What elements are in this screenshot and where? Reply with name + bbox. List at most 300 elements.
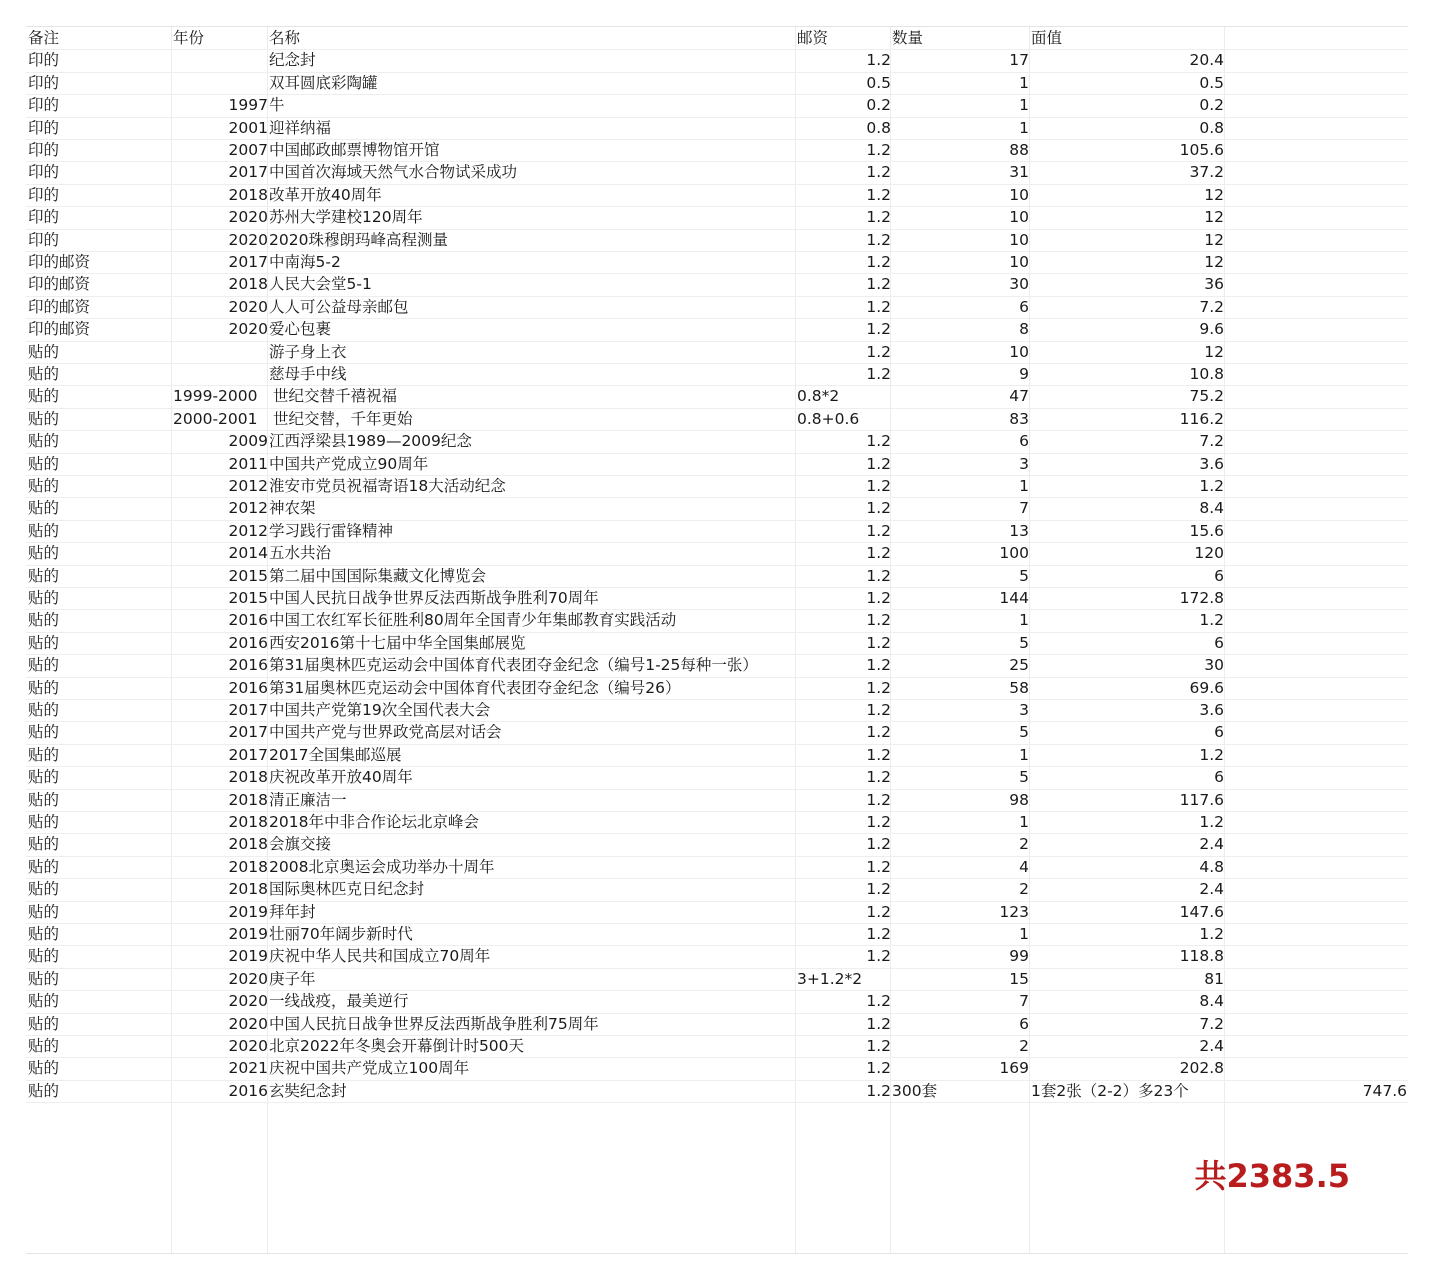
cell-face-value[interactable]: 4.8 [1199, 857, 1224, 876]
cell-quantity[interactable]: 1 [1019, 118, 1029, 137]
cell-face-value[interactable]: 0.2 [1199, 96, 1224, 115]
cell-note[interactable]: 印的 [28, 96, 60, 115]
cell-postage[interactable]: 1.2 [866, 1059, 891, 1078]
cell-year[interactable]: 2018 [228, 790, 268, 809]
cell-postage[interactable]: 1.2 [866, 477, 891, 495]
cell-postage[interactable]: 1.2 [866, 678, 891, 697]
cell-name[interactable]: 中国工农红军长征胜利80周年全国青少年集邮教育实践活动 [269, 611, 677, 630]
cell-note[interactable]: 贴的 [28, 611, 60, 630]
cell-name[interactable]: 第二届中国国际集藏文化博览会 [269, 566, 487, 585]
cell-face-value[interactable]: 81 [1204, 969, 1224, 988]
cell-quantity[interactable]: 30 [1009, 275, 1029, 294]
cell-quantity[interactable]: 10 [1009, 230, 1029, 249]
cell-name[interactable]: 五水共治 [269, 544, 332, 563]
cell-name[interactable]: 神农架 [269, 499, 316, 518]
cell-quantity[interactable]: 98 [1009, 790, 1029, 809]
cell-quantity[interactable]: 2 [1019, 835, 1029, 854]
cell-face-value[interactable]: 118.8 [1179, 947, 1224, 966]
cell-postage[interactable]: 0.8*2 [797, 387, 840, 406]
cell-name[interactable]: 第31届奥林匹克运动会中国体育代表团夺金纪念（编号26） [269, 678, 681, 697]
cell-year[interactable] [228, 49, 268, 71]
cell-postage[interactable]: 1.2 [866, 768, 891, 787]
cell-year[interactable]: 2018 [228, 185, 268, 204]
cell-note[interactable]: 贴的 [28, 365, 60, 383]
cell-year[interactable]: 2019 [228, 925, 268, 943]
cell-quantity[interactable]: 10 [1009, 185, 1029, 204]
cell-quantity[interactable]: 10 [1009, 342, 1029, 361]
cell-note[interactable]: 贴的 [28, 969, 60, 988]
cell-postage[interactable]: 1.2 [866, 185, 891, 204]
cell-postage[interactable]: 0.8+0.6 [797, 409, 860, 428]
cell-face-value[interactable]: 6 [1214, 633, 1224, 652]
cell-note[interactable]: 印的 [28, 185, 60, 204]
cell-face-value[interactable]: 1.2 [1199, 745, 1224, 764]
cell-face-value[interactable]: 1.2 [1199, 925, 1224, 943]
cell-face-value[interactable]: 9.6 [1199, 320, 1224, 339]
cell-face-value[interactable]: 2.4 [1199, 835, 1224, 854]
cell-note[interactable]: 印的邮资 [28, 275, 91, 294]
cell-quantity[interactable]: 10 [1009, 208, 1029, 227]
cell-note[interactable]: 贴的 [28, 477, 60, 495]
cell-name[interactable]: 国际奥林匹克日纪念封 [269, 880, 425, 899]
cell-face-value[interactable]: 1.2 [1199, 611, 1224, 630]
cell-name[interactable]: 庆祝中华人民共和国成立70周年 [269, 947, 491, 966]
cell-face-value[interactable]: 202.8 [1179, 1059, 1224, 1078]
cell-note[interactable]: 印的 [28, 163, 60, 182]
cell-quantity[interactable]: 300套 [892, 1081, 938, 1100]
cell-postage[interactable]: 1.2 [866, 454, 891, 473]
cell-note[interactable]: 贴的 [28, 656, 60, 675]
cell-face-value[interactable]: 147.6 [1179, 902, 1224, 921]
cell-note[interactable]: 贴的 [28, 857, 60, 876]
cell-face-value[interactable]: 36 [1204, 275, 1224, 294]
cell-name[interactable]: 庚子年 [269, 969, 316, 988]
cell-quantity[interactable]: 169 [999, 1059, 1029, 1078]
spreadsheet [26, 26, 1408, 1254]
cell-year[interactable]: 2018 [228, 275, 268, 294]
cell-note[interactable]: 贴的 [28, 768, 60, 787]
cell-name[interactable]: 2008北京奥运会成功举办十周年 [269, 857, 495, 876]
cell-postage[interactable]: 1.2 [866, 745, 891, 764]
cell-postage[interactable]: 1.2 [866, 230, 891, 249]
cell-quantity[interactable]: 5 [1019, 566, 1029, 585]
cell-postage[interactable]: 1.2 [866, 51, 891, 70]
cell-year[interactable]: 2016 [228, 611, 268, 630]
cell-name[interactable]: 世纪交替，千年更始 [273, 409, 413, 428]
cell-year[interactable]: 2017 [228, 163, 268, 182]
cell-name[interactable]: 学习践行雷锋精神 [269, 521, 394, 540]
cell-quantity[interactable]: 5 [1019, 633, 1029, 652]
cell-face-value[interactable]: 12 [1204, 342, 1224, 361]
cell-face-value[interactable]: 0.8 [1199, 118, 1224, 137]
cell-face-value[interactable]: 6 [1214, 768, 1224, 787]
cell-note[interactable]: 贴的 [28, 992, 60, 1011]
cell-note[interactable]: 印的 [28, 141, 60, 159]
cell-name[interactable]: 人民大会堂5-1 [269, 275, 372, 294]
cell-year[interactable]: 2018 [228, 835, 268, 854]
cell-postage[interactable]: 1.2 [866, 1081, 891, 1100]
table-row [26, 878, 1408, 901]
cell-name[interactable]: 慈母手中线 [269, 365, 347, 383]
cell-quantity[interactable]: 1 [1019, 477, 1029, 495]
cell-quantity[interactable]: 25 [1009, 656, 1029, 675]
cell-quantity[interactable]: 10 [1009, 253, 1029, 271]
cell-note[interactable]: 贴的 [28, 947, 60, 966]
grand-total: 共2383.5 [1194, 1157, 1350, 1195]
cell-postage[interactable]: 1.2 [866, 141, 891, 159]
cell-postage[interactable]: 1.2 [866, 947, 891, 966]
cell-postage[interactable]: 1.2 [866, 656, 891, 675]
cell-year[interactable]: 2019 [228, 947, 268, 966]
header-year[interactable]: 年份 [173, 29, 205, 47]
cell-year[interactable]: 2020 [228, 1014, 268, 1033]
cell-name[interactable]: 2017全国集邮巡展 [269, 745, 402, 764]
cell-quantity[interactable]: 3 [1019, 454, 1029, 473]
cell-year[interactable]: 2018 [228, 880, 268, 899]
cell-name[interactable]: 改革开放40周年 [269, 185, 382, 204]
cell-postage[interactable]: 1.2 [866, 365, 891, 383]
cell-name[interactable]: 双耳圆底彩陶罐 [269, 73, 378, 92]
header-face-value[interactable]: 面值 [1031, 29, 1063, 47]
header-note[interactable]: 备注 [28, 29, 60, 47]
cell-face-value[interactable]: 0.5 [1199, 73, 1224, 92]
cell-note[interactable]: 贴的 [28, 387, 60, 406]
cell-postage[interactable]: 1.2 [866, 589, 891, 607]
cell-quantity[interactable]: 1 [1019, 813, 1029, 831]
cell-name[interactable]: 世纪交替千禧祝福 [273, 387, 398, 406]
cell-name[interactable]: 中国共产党与世界政党高层对话会 [269, 723, 502, 742]
cell-postage[interactable]: 1.2 [866, 723, 891, 742]
table-row [26, 453, 1408, 476]
cell-quantity[interactable]: 144 [999, 589, 1029, 607]
cell-postage[interactable]: 1.2 [866, 813, 891, 831]
cell-name[interactable]: 西安2016第十七届中华全国集邮展览 [269, 633, 526, 652]
cell-quantity[interactable]: 2 [1019, 1037, 1029, 1055]
header-name[interactable]: 名称 [269, 29, 301, 47]
cell-note[interactable]: 贴的 [28, 432, 60, 451]
cell-name[interactable]: 中国人民抗日战争世界反法西斯战争胜利70周年 [269, 589, 599, 607]
cell-note[interactable]: 印的 [28, 118, 60, 137]
cell-note[interactable]: 贴的 [28, 544, 60, 563]
cell-note[interactable]: 贴的 [28, 790, 60, 809]
cell-year[interactable] [228, 341, 268, 363]
cell-note[interactable]: 贴的 [28, 1081, 60, 1100]
cell-extra[interactable]: 747.6 [1362, 1081, 1407, 1100]
cell-name[interactable]: 一线战疫，最美逆行 [269, 992, 409, 1011]
cell-year[interactable]: 2012 [228, 521, 268, 540]
cell-note[interactable]: 贴的 [28, 633, 60, 652]
cell-face-value[interactable]: 117.6 [1179, 790, 1224, 809]
table-row [26, 542, 1408, 565]
table-row [26, 565, 1408, 588]
cell-face-value[interactable]: 8.4 [1199, 992, 1224, 1011]
cell-face-value[interactable]: 2.4 [1199, 1037, 1224, 1055]
cell-name[interactable]: 爱心包裹 [269, 320, 332, 339]
cell-year[interactable]: 2018 [228, 813, 268, 831]
cell-quantity[interactable]: 83 [1009, 409, 1029, 428]
cell-face-value[interactable]: 1套2张（2-2）多23个 [1031, 1081, 1189, 1100]
cell-name[interactable]: 淮安市党员祝福寄语18大活动纪念 [269, 477, 506, 495]
cell-quantity[interactable]: 6 [1019, 1014, 1029, 1033]
cell-note[interactable]: 贴的 [28, 566, 60, 585]
cell-postage[interactable]: 1.2 [866, 835, 891, 854]
cell-name[interactable]: 游子身上衣 [269, 342, 347, 361]
cell-year[interactable]: 2007 [228, 141, 268, 159]
cell-name[interactable]: 壮丽70年阔步新时代 [269, 925, 413, 943]
cell-postage[interactable]: 0.5 [866, 73, 891, 92]
cell-year[interactable]: 2020 [228, 208, 268, 227]
cell-note[interactable]: 贴的 [28, 589, 60, 607]
cell-face-value[interactable]: 116.2 [1179, 409, 1224, 428]
cell-year[interactable]: 2014 [228, 544, 268, 563]
cell-quantity[interactable]: 1 [1019, 96, 1029, 115]
cell-postage[interactable]: 1.2 [866, 902, 891, 921]
cell-year[interactable]: 2000-2001 [173, 409, 258, 428]
cell-year[interactable]: 1997 [228, 96, 268, 115]
cell-face-value[interactable]: 172.8 [1179, 589, 1224, 607]
cell-name[interactable]: 第31届奥林匹克运动会中国体育代表团夺金纪念（编号1-25每种一张） [269, 656, 758, 675]
cell-face-value[interactable]: 10.8 [1189, 365, 1224, 383]
cell-quantity[interactable]: 6 [1019, 297, 1029, 316]
cell-face-value[interactable]: 37.2 [1189, 163, 1224, 182]
cell-quantity[interactable]: 100 [999, 544, 1029, 563]
cell-year[interactable]: 2015 [228, 589, 268, 607]
cell-year[interactable]: 2020 [228, 320, 268, 339]
cell-postage[interactable]: 1.2 [866, 320, 891, 339]
cell-year[interactable]: 2020 [228, 969, 268, 988]
cell-note[interactable]: 贴的 [28, 1059, 60, 1078]
cell-year[interactable]: 2016 [228, 633, 268, 652]
cell-face-value[interactable]: 20.4 [1189, 51, 1224, 70]
cell-name[interactable]: 江西浮梁县1989—2009纪念 [269, 432, 472, 451]
cell-face-value[interactable]: 120 [1194, 544, 1224, 563]
cell-year[interactable]: 2017 [228, 253, 268, 271]
cell-quantity[interactable]: 4 [1019, 857, 1029, 876]
cell-name[interactable]: 清正廉洁一 [269, 790, 347, 809]
cell-postage[interactable]: 1.2 [866, 544, 891, 563]
cell-note[interactable]: 贴的 [28, 678, 60, 697]
cell-postage[interactable]: 1.2 [866, 208, 891, 227]
cell-face-value[interactable]: 7.2 [1199, 432, 1224, 451]
cell-note[interactable]: 贴的 [28, 409, 60, 428]
cell-name[interactable]: 2018年中非合作论坛北京峰会 [269, 813, 479, 831]
cell-postage[interactable]: 0.2 [866, 96, 891, 115]
cell-face-value[interactable]: 1.2 [1199, 477, 1224, 495]
cell-postage[interactable]: 0.8 [866, 118, 891, 137]
cell-year[interactable]: 2001 [228, 118, 268, 137]
cell-note[interactable]: 印的 [28, 230, 60, 249]
cell-quantity[interactable]: 1 [1019, 745, 1029, 764]
cell-face-value[interactable]: 3.6 [1199, 701, 1224, 719]
cell-quantity[interactable]: 99 [1009, 947, 1029, 966]
header-quantity[interactable]: 数量 [892, 29, 924, 47]
cell-note[interactable]: 贴的 [28, 813, 60, 831]
cell-year[interactable]: 2009 [228, 432, 268, 451]
cell-postage[interactable]: 1.2 [866, 992, 891, 1011]
cell-note[interactable]: 贴的 [28, 745, 60, 764]
cell-face-value[interactable]: 6 [1214, 566, 1224, 585]
cell-quantity[interactable]: 15 [1009, 969, 1029, 988]
cell-postage[interactable]: 1.2 [866, 925, 891, 943]
cell-quantity[interactable]: 3 [1019, 701, 1029, 719]
cell-quantity[interactable]: 47 [1009, 387, 1029, 406]
cell-year[interactable]: 2012 [228, 499, 268, 518]
cell-postage[interactable]: 1.2 [866, 857, 891, 876]
cell-quantity[interactable]: 2 [1019, 880, 1029, 899]
cell-postage[interactable]: 1.2 [866, 342, 891, 361]
cell-face-value[interactable]: 75.2 [1189, 387, 1224, 406]
cell-year[interactable]: 2017 [228, 745, 268, 764]
cell-face-value[interactable]: 7.2 [1199, 1014, 1224, 1033]
table-row [26, 766, 1408, 789]
cell-name[interactable]: 纪念封 [269, 51, 316, 70]
cell-year[interactable]: 2011 [228, 454, 268, 473]
cell-note[interactable]: 贴的 [28, 521, 60, 540]
cell-note[interactable]: 印的 [28, 208, 60, 227]
cell-quantity[interactable]: 88 [1009, 141, 1029, 159]
cell-note[interactable]: 贴的 [28, 1037, 60, 1055]
cell-name[interactable]: 2020珠穆朗玛峰高程测量 [269, 230, 448, 249]
cell-postage[interactable]: 1.2 [866, 701, 891, 719]
cell-note[interactable]: 贴的 [28, 835, 60, 854]
cell-quantity[interactable]: 6 [1019, 432, 1029, 451]
cell-postage[interactable]: 3+1.2*2 [797, 969, 863, 988]
cell-postage[interactable]: 1.2 [866, 297, 891, 316]
cell-quantity[interactable]: 7 [1019, 992, 1029, 1011]
cell-name[interactable]: 庆祝改革开放40周年 [269, 768, 413, 787]
cell-year[interactable]: 2016 [228, 656, 268, 675]
cell-face-value[interactable]: 69.6 [1189, 678, 1224, 697]
cell-postage[interactable]: 1.2 [866, 432, 891, 451]
cell-note[interactable]: 贴的 [28, 902, 60, 921]
cell-quantity[interactable]: 1 [1019, 611, 1029, 630]
cell-quantity[interactable]: 1 [1019, 73, 1029, 92]
cell-face-value[interactable]: 6 [1214, 723, 1224, 742]
cell-face-value[interactable]: 3.6 [1199, 454, 1224, 473]
cell-face-value[interactable]: 7.2 [1199, 297, 1224, 316]
cell-year[interactable]: 2016 [228, 1081, 268, 1100]
cell-note[interactable]: 印的邮资 [28, 297, 91, 316]
cell-face-value[interactable]: 30 [1204, 656, 1224, 675]
cell-postage[interactable]: 1.2 [866, 499, 891, 518]
cell-name[interactable]: 中南海5-2 [269, 253, 341, 271]
cell-name[interactable]: 拜年封 [269, 902, 316, 921]
cell-quantity[interactable]: 31 [1009, 163, 1029, 182]
cell-name[interactable]: 牛 [269, 96, 285, 115]
cell-year[interactable] [228, 72, 268, 94]
table-row [26, 699, 1408, 722]
cell-postage[interactable]: 1.2 [866, 611, 891, 630]
cell-year[interactable]: 2018 [228, 768, 268, 787]
cell-year[interactable]: 1999-2000 [173, 387, 258, 406]
cell-postage[interactable]: 1.2 [866, 521, 891, 540]
cell-face-value[interactable]: 8.4 [1199, 499, 1224, 518]
cell-note[interactable]: 印的邮资 [28, 253, 91, 271]
cell-postage[interactable]: 1.2 [866, 1037, 891, 1055]
cell-note[interactable]: 印的邮资 [28, 320, 91, 339]
cell-name[interactable]: 会旗交接 [269, 835, 332, 854]
cell-quantity[interactable]: 5 [1019, 768, 1029, 787]
table-row [26, 273, 1408, 296]
cell-quantity[interactable]: 9 [1019, 365, 1029, 383]
cell-note[interactable]: 印的 [28, 51, 60, 70]
cell-name[interactable]: 苏州大学建校120周年 [269, 208, 423, 227]
cell-face-value[interactable]: 15.6 [1189, 521, 1224, 540]
cell-postage[interactable]: 1.2 [866, 163, 891, 182]
cell-face-value[interactable]: 12 [1204, 208, 1224, 227]
cell-year[interactable]: 2021 [228, 1059, 268, 1078]
cell-face-value[interactable]: 12 [1204, 185, 1224, 204]
cell-year[interactable]: 2017 [228, 701, 268, 719]
cell-note[interactable]: 印的 [28, 73, 60, 92]
cell-note[interactable]: 贴的 [28, 1014, 60, 1033]
cell-postage[interactable]: 1.2 [866, 1014, 891, 1033]
cell-note[interactable]: 贴的 [28, 701, 60, 719]
cell-quantity[interactable]: 7 [1019, 499, 1029, 518]
cell-face-value[interactable]: 105.6 [1179, 141, 1224, 159]
cell-quantity[interactable]: 123 [999, 902, 1029, 921]
cell-name[interactable]: 迎祥纳福 [269, 118, 332, 137]
cell-year[interactable]: 2020 [228, 992, 268, 1011]
cell-year[interactable]: 2020 [228, 297, 268, 316]
cell-note[interactable]: 贴的 [28, 454, 60, 473]
cell-note[interactable]: 贴的 [28, 723, 60, 742]
cell-year[interactable]: 2020 [228, 230, 268, 249]
table-row [26, 811, 1408, 834]
cell-name[interactable]: 玄奘纪念封 [269, 1081, 347, 1100]
cell-postage[interactable]: 1.2 [866, 253, 891, 271]
cell-quantity[interactable]: 13 [1009, 521, 1029, 540]
cell-face-value[interactable]: 12 [1204, 253, 1224, 271]
cell-name[interactable]: 庆祝中国共产党成立100周年 [269, 1059, 470, 1078]
cell-year[interactable] [228, 363, 268, 385]
cell-quantity[interactable]: 17 [1009, 51, 1029, 70]
cell-year[interactable]: 2015 [228, 566, 268, 585]
cell-note[interactable]: 贴的 [28, 499, 60, 518]
cell-year[interactable]: 2012 [228, 477, 268, 495]
cell-year[interactable]: 2020 [228, 1037, 268, 1055]
cell-name[interactable]: 人人可公益母亲邮包 [269, 297, 409, 316]
cell-face-value[interactable]: 2.4 [1199, 880, 1224, 899]
cell-year[interactable]: 2019 [228, 902, 268, 921]
cell-note[interactable]: 贴的 [28, 342, 60, 361]
cell-note[interactable]: 贴的 [28, 925, 60, 943]
cell-postage[interactable]: 1.2 [866, 790, 891, 809]
cell-name[interactable]: 中国邮政邮票博物馆开馆 [269, 141, 440, 159]
cell-quantity[interactable]: 1 [1019, 925, 1029, 943]
header-postage[interactable]: 邮资 [797, 29, 829, 47]
cell-face-value[interactable]: 1.2 [1199, 813, 1224, 831]
cell-year[interactable]: 2017 [228, 723, 268, 742]
cell-name[interactable]: 中国共产党成立90周年 [269, 454, 429, 473]
cell-year[interactable]: 2016 [228, 678, 268, 697]
cell-postage[interactable]: 1.2 [866, 275, 891, 294]
cell-name[interactable]: 中国共产党第19次全国代表大会 [269, 701, 491, 719]
cell-note[interactable]: 贴的 [28, 880, 60, 899]
cell-name[interactable]: 中国人民抗日战争世界反法西斯战争胜利75周年 [269, 1014, 599, 1033]
cell-postage[interactable]: 1.2 [866, 633, 891, 652]
cell-quantity[interactable]: 8 [1019, 320, 1029, 339]
cell-face-value[interactable]: 12 [1204, 230, 1224, 249]
cell-name[interactable]: 北京2022年冬奥会开幕倒计时500天 [269, 1037, 525, 1055]
cell-postage[interactable]: 1.2 [866, 880, 891, 899]
cell-postage[interactable]: 1.2 [866, 566, 891, 585]
cell-quantity[interactable]: 5 [1019, 723, 1029, 742]
cell-name[interactable]: 中国首次海域天然气水合物试采成功 [269, 163, 518, 182]
cell-year[interactable]: 2018 [228, 857, 268, 876]
cell-quantity[interactable]: 58 [1009, 678, 1029, 697]
table-row [26, 385, 1408, 408]
